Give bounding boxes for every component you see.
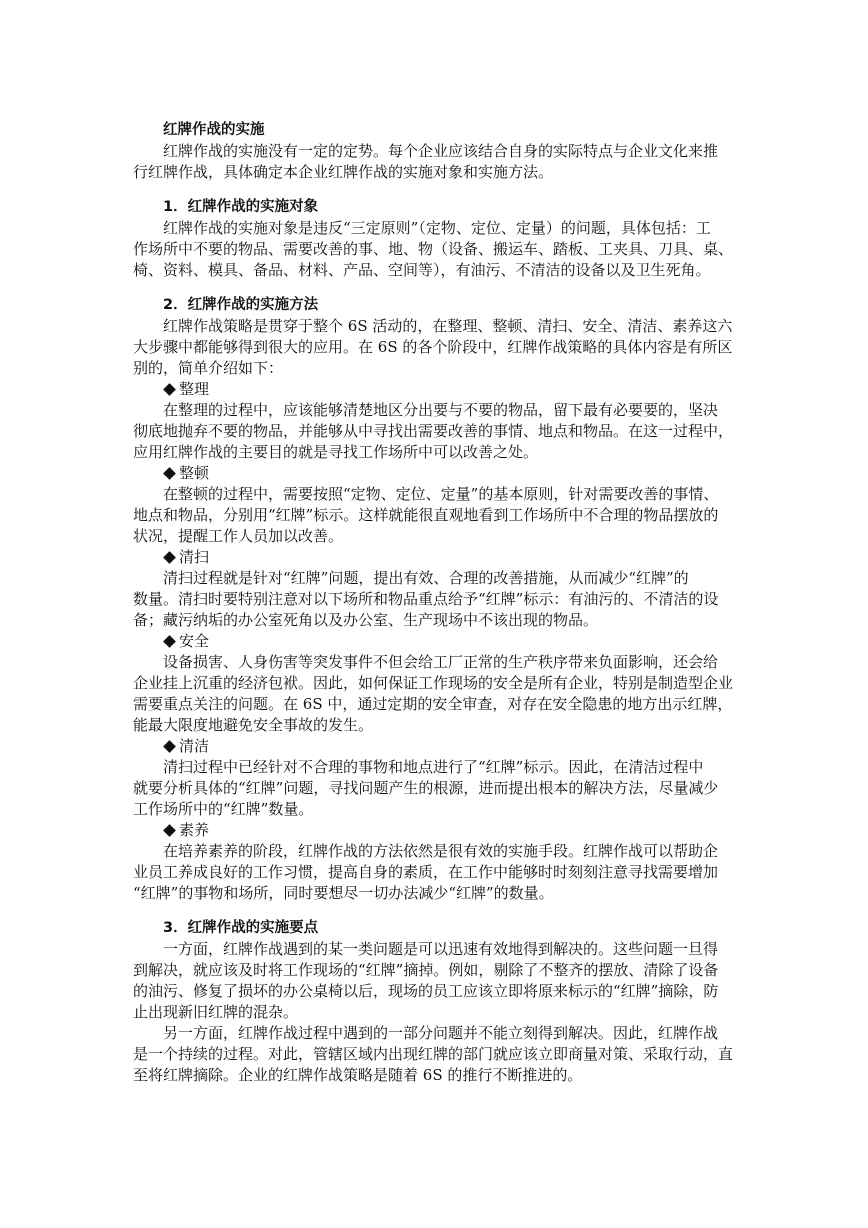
section-heading: 3．红牌作战的实施要点 — [163, 920, 319, 936]
diamond-bullet-icon — [163, 635, 176, 648]
list-item-heading — [163, 463, 739, 484]
paragraph-line: 能最大限度地避免安全事故的发生。 — [133, 716, 374, 734]
paragraph-line: 红牌作战策略是贯穿于整个 6S 活动的，在整理、整顿、清扫、安全、清洁、素养这六 — [163, 317, 733, 335]
paragraph-line: 数量。清扫时要特别注意对以下场所和物品重点给予“红牌”标示：有油污的、不清洁的设 — [133, 590, 719, 608]
paragraph-line: 在整顿的过程中，需要按照“定物、定位、定量”的基本原则，针对需要改善的事情、 — [163, 485, 719, 503]
paragraph-line: 大步骤中都能够得到很大的应用。在 6S 的各个阶段中，红牌作战策略的具体内容是有所区 — [133, 338, 733, 356]
document-title: 红牌作战的实施 — [163, 122, 265, 138]
paragraph-line: 需要重点关注的问题。在 6S 中，通过定期的安全审查，对存在安全隐患的地方出示红牌， — [133, 695, 733, 713]
paragraph-line: 应用红牌作战的主要目的就是寻找工作场所中可以改善之处。 — [133, 443, 539, 461]
section-heading: 2．红牌作战的实施方法 — [163, 297, 319, 313]
diamond-bullet-icon — [163, 740, 176, 753]
paragraph-line: 工作场所中的“红牌”数量。 — [133, 800, 314, 818]
paragraph-line: 一方面，红牌作战遇到的某一类问题是可以迅速有效地得到解决的。这些问题一旦得 — [163, 940, 719, 958]
list-item-heading — [163, 379, 739, 400]
list-item-heading — [163, 631, 739, 652]
list-item-label: 清扫 — [179, 548, 210, 566]
paragraph-line: 是一个持续的过程。对此，管辖区域内出现红牌的部门就应该立即商量对策、采取行动，直 — [133, 1045, 734, 1063]
intro-line: 行红牌作战，具体确定本企业红牌作战的实施对象和实施方法。 — [133, 163, 554, 181]
paragraph-line: 另一方面，红牌作战过程中遇到的一部分问题并不能立刻得到解决。因此，红牌作战 — [163, 1024, 719, 1042]
list-item-heading — [163, 736, 739, 757]
diamond-bullet-icon — [163, 551, 176, 564]
diamond-bullet-icon — [163, 383, 176, 396]
paragraph-line: 清扫过程中已经针对不合理的事物和地点进行了“红牌”标示。因此，在清洁过程中 — [163, 758, 704, 776]
paragraph-line: 的油污、修复了损坏的办公桌椅以后，现场的员工应该立即将原来标示的“红牌”摘除，防 — [133, 982, 719, 1000]
paragraph-line: “红牌”的事物和场所，同时要想尽一切办法减少“红牌”的数量。 — [133, 884, 554, 902]
paragraph-line: 止出现新旧红牌的混杂。 — [133, 1003, 299, 1021]
list-item-label: 安全 — [179, 632, 210, 650]
paragraph-line: 清扫过程就是针对“红牌”问题，提出有效、合理的改善措施，从而减少“红牌”的 — [163, 569, 689, 587]
paragraph-line: 至将红牌摘除。企业的红牌作战策略是随着 6S 的推行不断推进的。 — [133, 1066, 583, 1084]
paragraph-line: 企业挂上沉重的经济包袱。因此，如何保证工作现场的安全是所有企业，特别是制造型企业 — [133, 674, 734, 692]
list-item-label: 整顿 — [179, 464, 210, 482]
section-heading: 1．红牌作战的实施对象 — [163, 199, 319, 215]
intro-line: 红牌作战的实施没有一定的定势。每个企业应该结合自身的实际特点与企业文化来推 — [163, 142, 719, 160]
document-body — [133, 120, 739, 1086]
paragraph-line: 设备损害、人身伤害等突发事件不但会给工厂正常的生产秩序带来负面影响，还会给 — [163, 653, 719, 671]
paragraph-line: 在整理的过程中，应该能够清楚地区分出要与不要的物品，留下最有必要要的，坚决 — [163, 401, 719, 419]
diamond-bullet-icon — [163, 467, 176, 480]
paragraph-line: 状况，提醒工作人员加以改善。 — [133, 527, 344, 545]
list-item-heading — [163, 547, 739, 568]
paragraph-line: 就要分析具体的“红牌”问题，寻找问题产生的根源，进而提出根本的解决方法，尽量减少 — [133, 779, 719, 797]
paragraph-line: 别的，简单介绍如下： — [133, 359, 284, 377]
paragraph-line: 备；藏污纳垢的办公室死角以及办公室、生产现场中不该出现的物品。 — [133, 611, 599, 629]
paragraph-line: 地点和物品，分别用“红牌”标示。这样就能很直观地看到工作场所中不合理的物品摆放的 — [133, 506, 719, 524]
paragraph-line: 到解决，就应该及时将工作现场的“红牌”摘掉。例如，剔除了不整齐的摆放、清除了设备 — [133, 961, 719, 979]
list-item-label: 素养 — [179, 821, 210, 839]
diamond-bullet-icon — [163, 824, 176, 837]
list-item-label: 整理 — [179, 380, 210, 398]
paragraph-line: 椅、资料、模具、备品、材料、产品、空间等），有油污、不清洁的设备以及卫生死角。 — [133, 261, 711, 279]
list-item-heading — [163, 820, 739, 841]
paragraph-line: 红牌作战的实施对象是违反“三定原则”（定物、定位、定量）的问题，具体包括：工 — [163, 219, 711, 237]
list-item-label: 清洁 — [179, 737, 210, 755]
paragraph-line: 彻底地抛弃不要的物品，并能够从中寻找出需要改善的事情、地点和物品。在这一过程中， — [133, 422, 734, 440]
paragraph-line: 在培养素养的阶段，红牌作战的方法依然是很有效的实施手段。红牌作战可以帮助企 — [163, 842, 719, 860]
paragraph-line: 业员工养成良好的工作习惯，提高自身的素质，在工作中能够时时刻刻注意寻找需要增加 — [133, 863, 719, 881]
paragraph-line: 作场所中不要的物品、需要改善的事、地、物（设备、搬运车、踏板、工夹具、刀具、桌、 — [133, 240, 734, 258]
